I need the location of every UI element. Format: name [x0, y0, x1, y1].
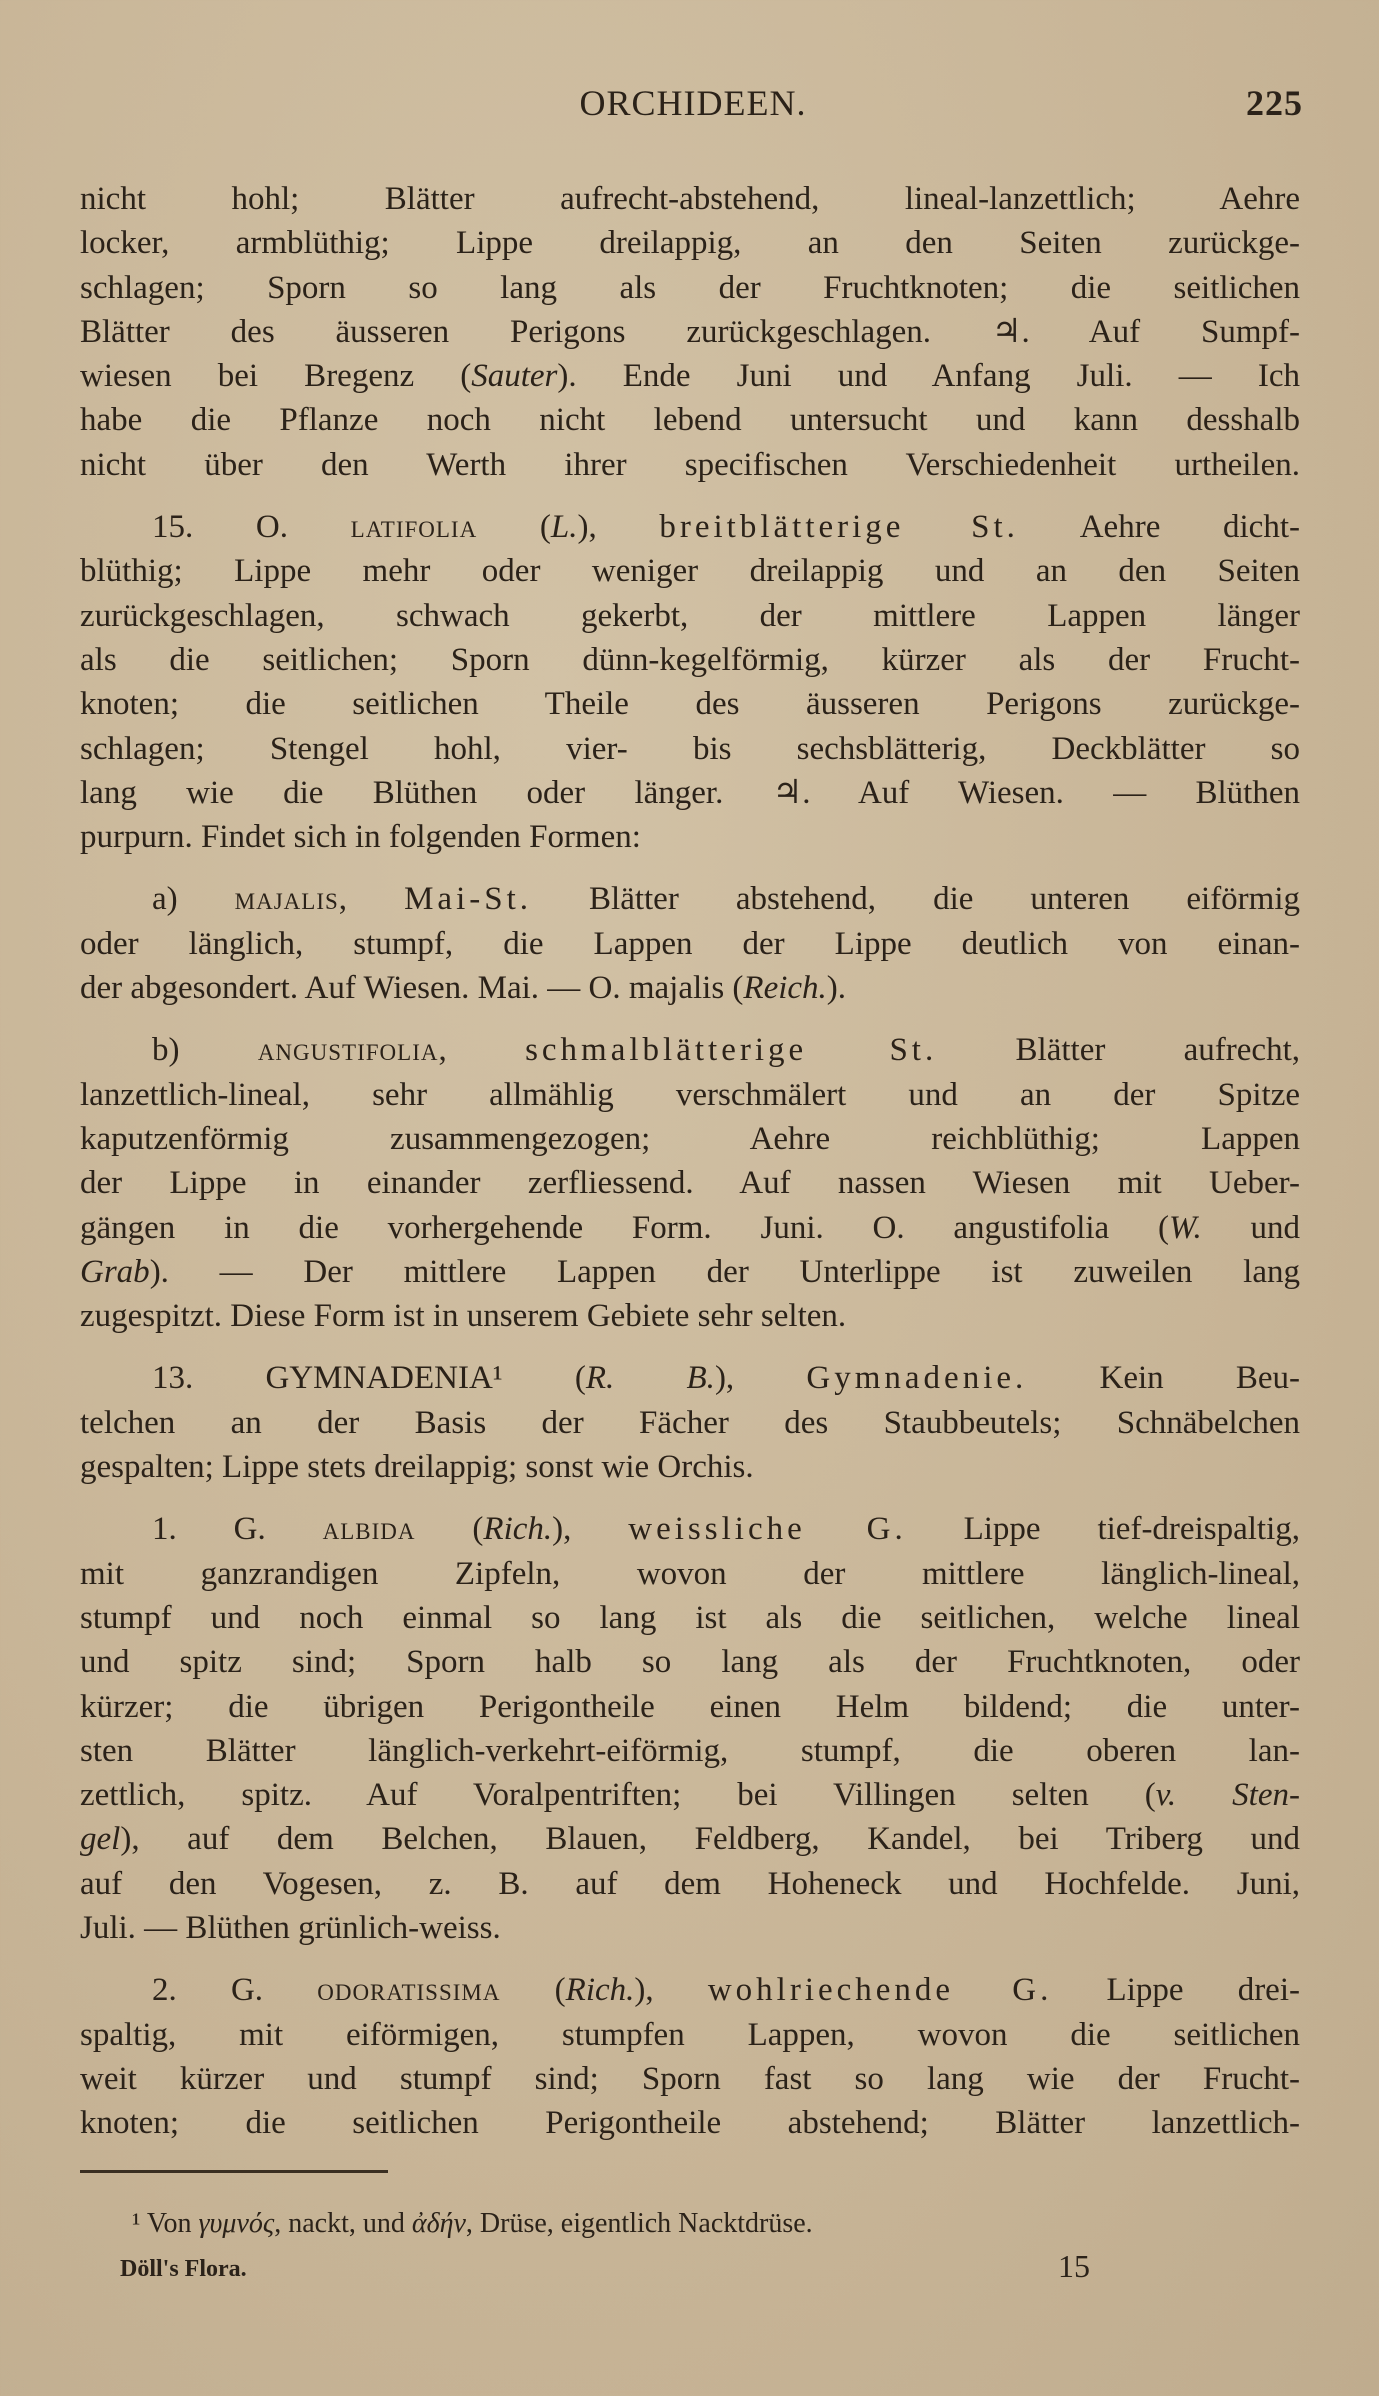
text-line: Blätter des äusseren Perigons zurückgeschlagen. ♃. Auf Sumpf- — [80, 313, 1300, 350]
text-line: nicht hohl; Blätter aufrecht-abstehend, lineal-lanzettlich; Aehre — [80, 181, 1300, 217]
text-line: schlagen; Sporn so lang als der Fruchtknoten; die seitlichen — [80, 269, 1300, 306]
text-line: habe die Pflanze noch nicht lebend untersucht und kann desshalb — [80, 402, 1300, 439]
footnote: ¹ Von γυμνός, nackt, und ἀδήν, Drüse, eigentlich Nacktdrüse. — [132, 2208, 813, 2239]
text-line: lang wie die Blüthen oder länger. ♃. Auf Wiesen. — Blüthen — [80, 774, 1300, 811]
text-line: gespalten; Lippe stets dreilappig; sonst wie Orchis. — [80, 1449, 754, 1486]
text-line: wiesen bei Bregenz (Sauter). Ende Juni und Anfang Juli. — Ich — [80, 358, 1300, 395]
text-line: blüthig; Lippe mehr oder weniger dreilappig und an den Seiten — [80, 553, 1300, 590]
footnote-rule — [80, 2170, 388, 2173]
page-body — [80, 177, 1300, 2145]
small-caps-text: odoratissima — [317, 1972, 501, 2009]
text-line: schlagen; Stengel hohl, vier- bis sechsblätterig, Deckblätter so — [80, 730, 1300, 767]
text-line: purpurn. Findet sich in folgenden Formen: — [80, 819, 641, 856]
italic-text: R. B. — [585, 1360, 715, 1397]
text-line: telchen an der Basis der Fächer des Staubbeutels; Schnäbelchen — [80, 1404, 1300, 1441]
italic-text: Grab — [80, 1253, 150, 1290]
spaced-text: Gymnadenie. — [806, 1360, 1028, 1397]
text-line: der Lippe in einander zerfliessend. Auf nassen Wiesen mit Ueber- — [80, 1165, 1300, 1202]
text-line: spaltig, mit eiförmigen, stumpfen Lappen, wovon die seitlichen — [80, 2016, 1300, 2053]
text-line: 2. G. odoratissima (Rich.), wohlriechende G. Lippe drei- — [152, 1972, 1300, 2009]
italic-text: v. Sten- — [1155, 1777, 1300, 1814]
signature-number: 15 — [1058, 2248, 1090, 2284]
text-line: sten Blätter länglich-verkehrt-eiförmig, stumpf, die oberen lan- — [80, 1732, 1300, 1769]
italic-text: Reich. — [743, 970, 827, 1007]
italic-text: Rich. — [565, 1972, 635, 2009]
text-line: nicht über den Werth ihrer specifischen Verschiedenheit urtheilen. — [80, 446, 1300, 483]
text-line: oder länglich, stumpf, die Lappen der Lippe deutlich von einan- — [80, 925, 1300, 962]
spaced-text: weissliche G. — [628, 1511, 907, 1548]
text-line: locker, armblüthig; Lippe dreilappig, an den Seiten zurückge- — [80, 225, 1300, 262]
small-caps-text: albida — [322, 1511, 416, 1548]
text-line: b) angustifolia, schmalblätterige St. Blätter aufrecht, — [152, 1032, 1301, 1069]
paragraph — [80, 1356, 1300, 1489]
text-line: gel), auf dem Belchen, Blauen, Feldberg, Kandel, bei Triberg und — [80, 1821, 1300, 1858]
running-head-title: ORCHIDEEN. — [579, 83, 807, 123]
small-caps-text: latifolia — [350, 509, 478, 546]
text-line: zettlich, spitz. Auf Voralpentriften; bei Villingen selten (v. Sten- — [80, 1777, 1300, 1814]
italic-text: L. — [550, 509, 578, 546]
text-line: 1. G. albida (Rich.), weissliche G. Lippe tief-dreispaltig, — [152, 1511, 1300, 1548]
signature-label: Döll's Flora. — [120, 2256, 247, 2282]
text-line: knoten; die seitlichen Theile des äusseren Perigons zurückge- — [80, 686, 1300, 723]
italic-text: Rich. — [483, 1511, 553, 1548]
text-line: kürzer; die übrigen Perigontheile einen Helm bildend; die unter- — [80, 1688, 1300, 1725]
italic-text: ἀδήν — [411, 2208, 466, 2239]
text-line: zugespitzt. Diese Form ist in unserem Gebiete sehr selten. — [80, 1298, 847, 1335]
paragraph — [80, 877, 1300, 1010]
text-line: stumpf und noch einmal so lang ist als die seitlichen, welche lineal — [80, 1599, 1300, 1636]
text-line: mit ganzrandigen Zipfeln, wovon der mittlere länglich-lineal, — [80, 1555, 1300, 1592]
text-line: lanzettlich-lineal, sehr allmählig verschmälert und an der Spitze — [80, 1076, 1300, 1113]
paragraph — [80, 1028, 1300, 1338]
text-line: 13. GYMNADENIA¹ (R. B.), Gymnadenie. Kein Beu- — [152, 1360, 1300, 1397]
text-line: weit kürzer und stumpf sind; Sporn fast so lang wie der Frucht- — [80, 2060, 1300, 2097]
italic-text: W. — [1169, 1209, 1202, 1246]
paragraph — [80, 505, 1300, 859]
text-line: zurückgeschlagen, schwach gekerbt, der mittlere Lappen länger — [80, 597, 1300, 634]
text-line: Grab). — Der mittlere Lappen der Unterlippe ist zuweilen lang — [80, 1253, 1300, 1290]
spaced-text: wohlriechende G. — [707, 1972, 1053, 2009]
text-line: der abgesondert. Auf Wiesen. Mai. — O. majalis (Reich.). — [80, 970, 847, 1007]
page-number: 225 — [1246, 83, 1303, 123]
small-caps-text: majalis — [234, 881, 339, 918]
text-line: knoten; die seitlichen Perigontheile abstehend; Blätter lanzettlich- — [80, 2105, 1300, 2142]
spaced-text: Mai-St. — [404, 881, 532, 918]
text-line: und spitz sind; Sporn halb so lang als der Fruchtknoten, oder — [80, 1644, 1300, 1681]
italic-text: Sauter — [471, 358, 558, 395]
text-line: gängen in die vorhergehende Form. Juni. O. angustifolia (W. und — [80, 1209, 1301, 1246]
paragraph — [80, 177, 1300, 487]
text-line: a) majalis, Mai-St. Blätter abstehend, die unteren eiförmig — [152, 881, 1301, 918]
text-line: kaputzenförmig zusammengezogen; Aehre reichblüthig; Lappen — [80, 1120, 1300, 1157]
italic-text: γυμνός — [198, 2208, 275, 2239]
paragraph — [80, 1507, 1300, 1950]
spaced-text: breitblätterige St. — [659, 509, 1019, 546]
paragraph — [80, 1968, 1300, 2145]
text-line: auf den Vogesen, z. B. auf dem Hoheneck und Hochfelde. Juni, — [80, 1865, 1300, 1902]
spaced-text: schmalblätterige St. — [525, 1032, 938, 1069]
text-line: als die seitlichen; Sporn dünn-kegelförmig, kürzer als der Frucht- — [80, 641, 1300, 678]
text-line: 15. O. latifolia (L.), breitblätterige St. Aehre dicht- — [152, 509, 1300, 546]
text-line: Juli. — Blüthen grünlich-weiss. — [80, 1909, 501, 1946]
small-caps-text: angustifolia — [257, 1032, 439, 1069]
italic-text: gel — [80, 1821, 121, 1858]
